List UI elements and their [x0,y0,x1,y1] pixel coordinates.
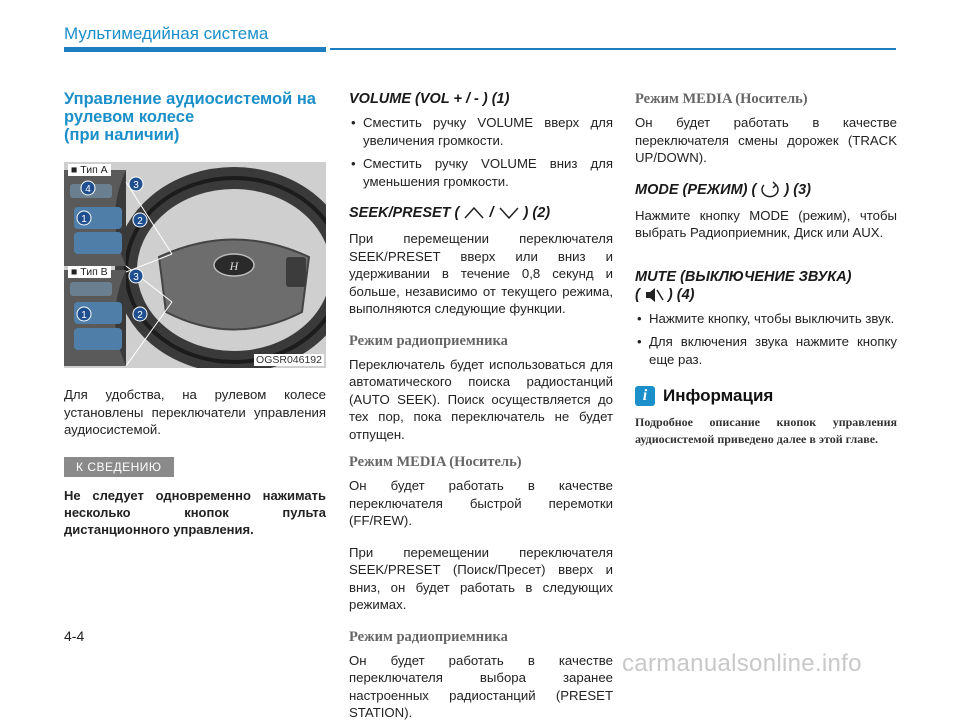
column-left [64,90,326,538]
radio-text-1: Переключатель будет использоваться для автоматического поиска радиостанций (AUTO SEEK). Поиск осуществляется до тех пор, пока переключатель не будет отпущен. [349,356,613,442]
radio-text-2: Он будет работать в качестве переключателя выбора заранее настроенных радиостанций (PRESET STATION). [349,652,613,720]
marker-1-a [77,211,91,225]
svg-text:1: 1 [81,310,87,321]
header-rule [330,48,896,50]
page-number: 4-4 [64,628,85,644]
steering-wheel-figure [64,162,326,368]
svg-text:2: 2 [137,310,143,321]
figure-label-type-a: ■ Тип A [68,164,111,176]
media-text: Он будет работать в качестве переключателя смены дорожек (TRACK UP/DOWN). [635,115,897,165]
svg-text:H: H [229,259,239,273]
column-right [635,90,897,448]
mute-heading: MUTE (ВЫКЛЮЧЕНИЕ ЗВУКА) ( ) (4) [635,268,852,303]
steering-wheel-illustration [64,162,326,368]
figure-code: OGSR046192 [256,354,322,366]
marker-3-b [129,269,143,283]
mode-icon [760,181,780,199]
chevron-down-icon [498,206,520,220]
radio-heading-2: Режим радиоприемника [349,628,508,645]
marker-2-b [133,307,147,321]
info-title: Информация [663,386,774,406]
mute-list [635,310,897,369]
chevron-up-icon [463,206,485,220]
list-item: • Для включения звука нажмите кнопку еще раз. [635,333,897,368]
section-title: Управление аудиосистемой на рулевом колесе (при наличии) [64,90,316,144]
media-text-1: Он будет работать в качестве переключателя быстрой перемотки (FF/REW). [349,478,613,528]
info-text: Подробное описание кнопок управления аудиосистемой приведено далее в этой главе. [635,415,897,447]
volume-list [349,114,613,190]
seek-text-2: При перемещении переключателя SEEK/PRESET (Поиск/Пресет) вверх и вниз, он будет работать в следующих режимах. [349,544,613,612]
list-item: • Нажмите кнопку, чтобы выключить звук. [635,310,897,328]
marker-4-a [81,181,95,195]
media-heading-1: Режим MEDIA (Носитель) [349,454,522,470]
svg-text:4: 4 [85,184,91,195]
marker-1-b [77,307,91,321]
marker-2-a [133,213,147,227]
header-title: Мультимедийная система [64,24,269,43]
column-middle [349,90,613,722]
marker-3-a [129,177,143,191]
info-icon: i [635,386,655,406]
mode-text: Нажмите кнопку MODE (режим), чтобы выбрать Радиоприемник, Диск или AUX. [635,207,897,241]
media-heading: Режим MEDIA (Носитель) [635,91,808,107]
svg-text:3: 3 [133,180,139,191]
seek-text: При перемещении переключателя SEEK/PRESET вверх или вниз и удерживании в течение 0,8 секунд и больше, независимо от текущего режима, выполняются следующие функции. [349,231,613,316]
figure-label-type-b: ■ Тип B [68,266,111,278]
svg-text:3: 3 [133,272,139,283]
mode-heading: MODE (РЕЖИМ) ( ) (3) [635,181,811,198]
radio-heading-1: Режим радиоприемника [349,332,508,349]
list-item: • Сместить ручку VOLUME вниз для уменьшения громкости. [349,155,613,190]
info-header [635,386,897,406]
intro-text: Для удобства, на рулевом колесе установлены переключатели управления аудиосистемой. [64,387,326,437]
watermark: carmanualsonline.info [622,650,862,677]
header-bar [64,47,326,52]
svg-text:1: 1 [81,214,87,225]
mute-icon [644,287,664,303]
warning-text: Не следует одновременно нажимать несколько кнопок пульта дистанционного управления. [64,487,326,537]
svg-text:2: 2 [137,216,143,227]
volume-heading: VOLUME (VOL + / - ) (1) [349,91,510,107]
seek-heading: SEEK/PRESET ( / ) (2) [349,205,551,221]
list-item: • Сместить ручку VOLUME вверх для увеличения громкости. [349,114,613,149]
warning-label: К СВЕДЕНИЮ [64,457,174,477]
